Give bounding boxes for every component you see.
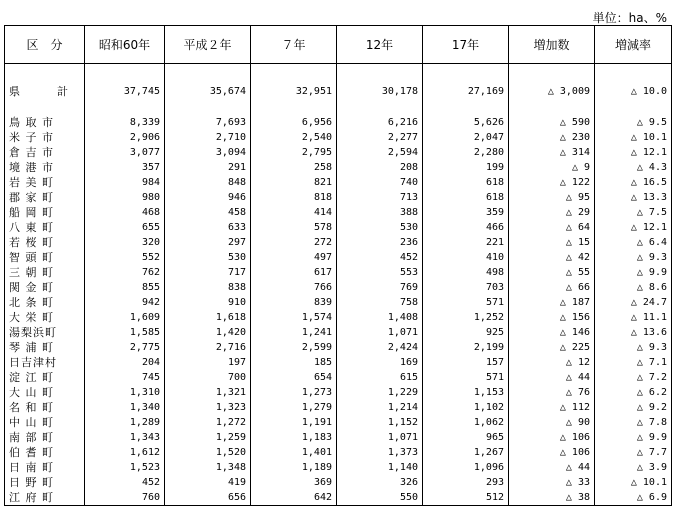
cell: 1,259 — [165, 430, 251, 445]
cell: 717 — [165, 265, 251, 280]
table-row — [5, 445, 672, 460]
cell: 498 — [423, 265, 509, 280]
unit-label: 単位：ha、% — [592, 11, 667, 25]
table-row — [5, 325, 672, 340]
cell: △ 590 — [509, 115, 595, 130]
cell: 169 — [337, 355, 423, 370]
cell: 258 — [251, 160, 337, 175]
row-name: 岩 美 町 — [5, 175, 85, 190]
cell: 838 — [165, 280, 251, 295]
cell: 419 — [165, 475, 251, 490]
cell: 5,626 — [423, 115, 509, 130]
cell: 1,401 — [251, 445, 337, 460]
cell: △ 95 — [509, 190, 595, 205]
cell: 2,716 — [165, 340, 251, 355]
cell: 1,523 — [85, 460, 165, 475]
cell: 1,189 — [251, 460, 337, 475]
cell: 2,795 — [251, 145, 337, 160]
header-cell: ７年 — [251, 26, 337, 64]
row-name: 淀 江 町 — [5, 370, 85, 385]
cell: 946 — [165, 190, 251, 205]
cell: △ 38 — [509, 490, 595, 506]
cell: 185 — [251, 355, 337, 370]
table-row — [5, 220, 672, 235]
cell: △ 314 — [509, 145, 595, 160]
row-name: 船 岡 町 — [5, 205, 85, 220]
cell: 1,273 — [251, 385, 337, 400]
header-cell: 12年 — [337, 26, 423, 64]
cell: 655 — [85, 220, 165, 235]
cell: 1,267 — [423, 445, 509, 460]
cell: 1,183 — [251, 430, 337, 445]
cell: 1,323 — [165, 400, 251, 415]
cell: △ 7.7 — [595, 445, 672, 460]
cell: 530 — [165, 250, 251, 265]
cell: △ 64 — [509, 220, 595, 235]
cell: 1,140 — [337, 460, 423, 475]
cell: 272 — [251, 235, 337, 250]
cell: 965 — [423, 430, 509, 445]
cell: △ 106 — [509, 445, 595, 460]
cell: 615 — [337, 370, 423, 385]
table-row — [5, 130, 672, 145]
cell: △ 12.1 — [595, 220, 672, 235]
row-name: 日 野 町 — [5, 475, 85, 490]
header-cell: 平成２年 — [165, 26, 251, 64]
cell: △ 15 — [509, 235, 595, 250]
cell: 297 — [165, 235, 251, 250]
cell: △ 9.3 — [595, 250, 672, 265]
row-name: 日吉津村 — [5, 355, 85, 370]
cell: 1,340 — [85, 400, 165, 415]
cell: 700 — [165, 370, 251, 385]
cell: 8,339 — [85, 115, 165, 130]
cell: △ 9.9 — [595, 430, 672, 445]
table-row — [5, 235, 672, 250]
cell: 414 — [251, 205, 337, 220]
cell: 7,693 — [165, 115, 251, 130]
cell: 410 — [423, 250, 509, 265]
cell: 762 — [85, 265, 165, 280]
cell: 1,321 — [165, 385, 251, 400]
cell: 357 — [85, 160, 165, 175]
cell: 1,289 — [85, 415, 165, 430]
table-row — [5, 460, 672, 475]
cell: 1,585 — [85, 325, 165, 340]
cell: 37,745 — [85, 83, 165, 99]
cell: △ 122 — [509, 175, 595, 190]
cell: 199 — [423, 160, 509, 175]
cell: △ 66 — [509, 280, 595, 295]
row-name: 南 部 町 — [5, 430, 85, 445]
cell: 839 — [251, 295, 337, 310]
total-row — [5, 83, 672, 99]
cell: △ 10.0 — [595, 83, 672, 99]
row-name: 倉 吉 市 — [5, 145, 85, 160]
cell: △ 13.6 — [595, 325, 672, 340]
header-cell: 17年 — [423, 26, 509, 64]
cell: 571 — [423, 370, 509, 385]
cell: 1,062 — [423, 415, 509, 430]
table-row — [5, 430, 672, 445]
cell: 30,178 — [337, 83, 423, 99]
cell: △ 106 — [509, 430, 595, 445]
cell: △ 6.9 — [595, 490, 672, 506]
cell: 293 — [423, 475, 509, 490]
table-row — [5, 415, 672, 430]
row-name: 八 東 町 — [5, 220, 85, 235]
cell: 758 — [337, 295, 423, 310]
row-name: 名 和 町 — [5, 400, 85, 415]
cell: 1,612 — [85, 445, 165, 460]
cell: 656 — [165, 490, 251, 506]
spacer-row — [5, 64, 672, 84]
cell: △ 146 — [509, 325, 595, 340]
cell: 1,348 — [165, 460, 251, 475]
cell: 208 — [337, 160, 423, 175]
cell: 27,169 — [423, 83, 509, 99]
cell: 497 — [251, 250, 337, 265]
table-row — [5, 145, 672, 160]
cell: 157 — [423, 355, 509, 370]
table-row — [5, 490, 672, 506]
cell: 740 — [337, 175, 423, 190]
cell: 35,674 — [165, 83, 251, 99]
cell: △ 76 — [509, 385, 595, 400]
table-row — [5, 370, 672, 385]
table-row — [5, 250, 672, 265]
cell: 2,710 — [165, 130, 251, 145]
header-cell: 区 分 — [5, 26, 85, 64]
cell: 1,191 — [251, 415, 337, 430]
cell: △ 3.9 — [595, 460, 672, 475]
cell: 221 — [423, 235, 509, 250]
cell: 6,956 — [251, 115, 337, 130]
cell: 642 — [251, 490, 337, 506]
cell: 468 — [85, 205, 165, 220]
cell: 1,152 — [337, 415, 423, 430]
table-row — [5, 340, 672, 355]
cell: 1,153 — [423, 385, 509, 400]
cell: 3,077 — [85, 145, 165, 160]
cell: 2,277 — [337, 130, 423, 145]
cell: △ 12.1 — [595, 145, 672, 160]
cell: △ 7.2 — [595, 370, 672, 385]
cell: △ 6.4 — [595, 235, 672, 250]
cell: 1,096 — [423, 460, 509, 475]
cell: 197 — [165, 355, 251, 370]
table-row — [5, 190, 672, 205]
cell: △ 12 — [509, 355, 595, 370]
header-cell: 昭和60年 — [85, 26, 165, 64]
row-name: 江 府 町 — [5, 490, 85, 506]
cell: 452 — [85, 475, 165, 490]
cell: 2,775 — [85, 340, 165, 355]
cell: △ 44 — [509, 370, 595, 385]
cell: △ 13.3 — [595, 190, 672, 205]
cell: 291 — [165, 160, 251, 175]
cell: △ 90 — [509, 415, 595, 430]
cell: 1,609 — [85, 310, 165, 325]
table-row — [5, 160, 672, 175]
table-row — [5, 175, 672, 190]
cell: 552 — [85, 250, 165, 265]
cell: 452 — [337, 250, 423, 265]
cell: △ 3,009 — [509, 83, 595, 99]
header-cell: 増加数 — [509, 26, 595, 64]
spacer-row — [5, 99, 672, 115]
cell: 1,229 — [337, 385, 423, 400]
header-cell: 増減率 — [595, 26, 672, 64]
cell: △ 4.3 — [595, 160, 672, 175]
cell: △ 44 — [509, 460, 595, 475]
cell: 617 — [251, 265, 337, 280]
cell: 32,951 — [251, 83, 337, 99]
cell: 458 — [165, 205, 251, 220]
cell: 1,279 — [251, 400, 337, 415]
cell: 466 — [423, 220, 509, 235]
row-name: 三 朝 町 — [5, 265, 85, 280]
row-name: 境 港 市 — [5, 160, 85, 175]
cell: 2,047 — [423, 130, 509, 145]
table-row — [5, 280, 672, 295]
cell: 571 — [423, 295, 509, 310]
row-name: 関 金 町 — [5, 280, 85, 295]
cell: 821 — [251, 175, 337, 190]
row-name: 大 栄 町 — [5, 310, 85, 325]
cell: 326 — [337, 475, 423, 490]
cell: 369 — [251, 475, 337, 490]
row-name: 鳥 取 市 — [5, 115, 85, 130]
cell: 703 — [423, 280, 509, 295]
row-name: 伯 耆 町 — [5, 445, 85, 460]
cell: 713 — [337, 190, 423, 205]
table-row — [5, 310, 672, 325]
cell: 1,574 — [251, 310, 337, 325]
cell: 942 — [85, 295, 165, 310]
cell: 1,343 — [85, 430, 165, 445]
cell: 530 — [337, 220, 423, 235]
row-name: 智 頭 町 — [5, 250, 85, 265]
cell: 925 — [423, 325, 509, 340]
cell: 1,420 — [165, 325, 251, 340]
cell: △ 9 — [509, 160, 595, 175]
row-name: 米 子 市 — [5, 130, 85, 145]
cell: 769 — [337, 280, 423, 295]
cell: △ 7.5 — [595, 205, 672, 220]
cell: 910 — [165, 295, 251, 310]
table-row — [5, 205, 672, 220]
cell: △ 230 — [509, 130, 595, 145]
cell: 1,241 — [251, 325, 337, 340]
cell: 980 — [85, 190, 165, 205]
row-name: 北 条 町 — [5, 295, 85, 310]
cell: 745 — [85, 370, 165, 385]
cell: 388 — [337, 205, 423, 220]
cell: 2,199 — [423, 340, 509, 355]
cell: △ 10.1 — [595, 130, 672, 145]
cell: 848 — [165, 175, 251, 190]
cell: 855 — [85, 280, 165, 295]
cell: △ 225 — [509, 340, 595, 355]
cell: 654 — [251, 370, 337, 385]
row-name: 日 南 町 — [5, 460, 85, 475]
cell: 1,071 — [337, 430, 423, 445]
table-row — [5, 355, 672, 370]
row-name: 大 山 町 — [5, 385, 85, 400]
cell: 818 — [251, 190, 337, 205]
cell: 1,252 — [423, 310, 509, 325]
cell: 2,280 — [423, 145, 509, 160]
cell: △ 11.1 — [595, 310, 672, 325]
cell: 618 — [423, 175, 509, 190]
cell: 359 — [423, 205, 509, 220]
cell: 578 — [251, 220, 337, 235]
cell: △ 156 — [509, 310, 595, 325]
cell: 1,102 — [423, 400, 509, 415]
cell: 3,094 — [165, 145, 251, 160]
cell: △ 9.5 — [595, 115, 672, 130]
cell: △ 7.8 — [595, 415, 672, 430]
table-row — [5, 115, 672, 130]
cell: △ 9.9 — [595, 265, 672, 280]
row-name: 湯梨浜町 — [5, 325, 85, 340]
cell: 760 — [85, 490, 165, 506]
table-row — [5, 295, 672, 310]
cell: △ 187 — [509, 295, 595, 310]
farmland-table — [4, 25, 672, 506]
cell: 1,272 — [165, 415, 251, 430]
cell: △ 16.5 — [595, 175, 672, 190]
cell: 553 — [337, 265, 423, 280]
cell: 236 — [337, 235, 423, 250]
cell: 1,408 — [337, 310, 423, 325]
cell: △ 29 — [509, 205, 595, 220]
table-row — [5, 385, 672, 400]
cell: 1,520 — [165, 445, 251, 460]
cell: △ 8.6 — [595, 280, 672, 295]
cell: △ 9.3 — [595, 340, 672, 355]
cell: △ 112 — [509, 400, 595, 415]
table-row — [5, 400, 672, 415]
cell: △ 42 — [509, 250, 595, 265]
cell: 2,906 — [85, 130, 165, 145]
cell: 1,310 — [85, 385, 165, 400]
row-name: 若 桜 町 — [5, 235, 85, 250]
cell: 512 — [423, 490, 509, 506]
table-row — [5, 475, 672, 490]
cell: 633 — [165, 220, 251, 235]
cell: 550 — [337, 490, 423, 506]
cell: 2,424 — [337, 340, 423, 355]
row-name: 琴 浦 町 — [5, 340, 85, 355]
row-name: 県 計 — [5, 83, 85, 99]
cell: △ 6.2 — [595, 385, 672, 400]
cell: 2,594 — [337, 145, 423, 160]
cell: 1,214 — [337, 400, 423, 415]
cell: △ 7.1 — [595, 355, 672, 370]
cell: 2,540 — [251, 130, 337, 145]
row-name: 郡 家 町 — [5, 190, 85, 205]
cell: △ 55 — [509, 265, 595, 280]
cell: 1,373 — [337, 445, 423, 460]
cell: △ 9.2 — [595, 400, 672, 415]
cell: 618 — [423, 190, 509, 205]
header-row — [5, 26, 672, 64]
cell: △ 24.7 — [595, 295, 672, 310]
cell: △ 10.1 — [595, 475, 672, 490]
cell: 320 — [85, 235, 165, 250]
cell: 766 — [251, 280, 337, 295]
cell: 2,599 — [251, 340, 337, 355]
cell: 984 — [85, 175, 165, 190]
row-name: 中 山 町 — [5, 415, 85, 430]
cell: 1,071 — [337, 325, 423, 340]
cell: 204 — [85, 355, 165, 370]
table-row — [5, 265, 672, 280]
cell: △ 33 — [509, 475, 595, 490]
cell: 6,216 — [337, 115, 423, 130]
cell: 1,618 — [165, 310, 251, 325]
